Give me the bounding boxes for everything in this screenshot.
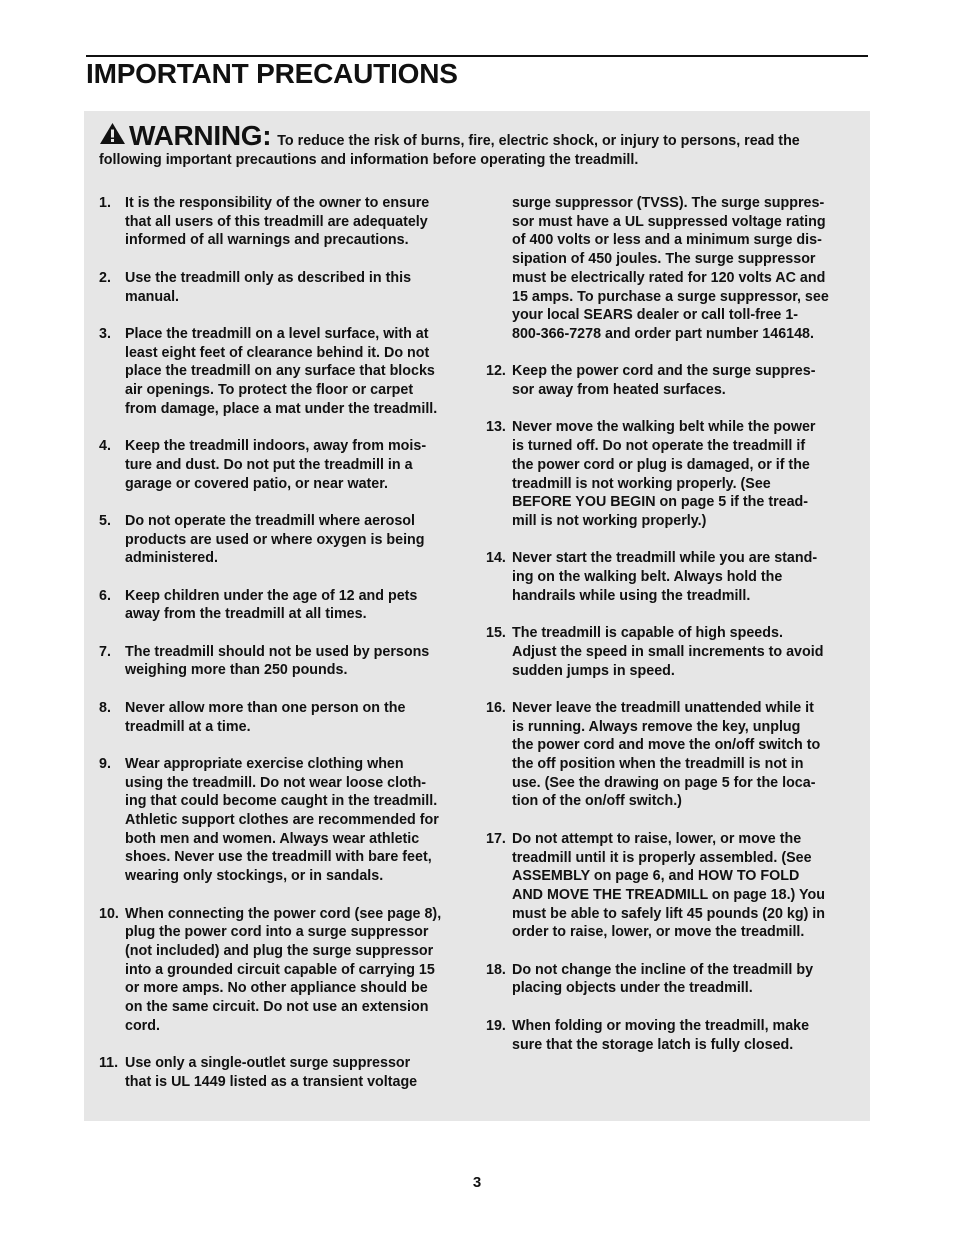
item-text-line: Do not attempt to raise, lower, or move the — [512, 830, 802, 847]
item-text-line: Use only a single-outlet surge suppressor — [125, 1055, 411, 1072]
item-text-line: manual. — [125, 288, 180, 305]
item-text-line: plug the power cord into a surge suppressor — [125, 924, 429, 941]
item-text-line: Never start the treadmill while you are stand- — [512, 550, 818, 567]
item-text-line: tion of the on/off switch.) — [512, 793, 682, 810]
warning-heading — [99, 121, 277, 151]
item-text-line: using the treadmill. Do not wear loose cloth- — [125, 774, 427, 791]
list-item — [99, 755, 471, 886]
list-item — [486, 699, 858, 811]
item-number: 13. — [486, 419, 506, 436]
list-item — [99, 512, 471, 568]
item-number: 18. — [486, 961, 506, 978]
item-number: 9. — [99, 755, 111, 772]
item-number: 4. — [99, 438, 111, 455]
page-number: 3 — [472, 1174, 482, 1191]
item-text-line: Never move the walking belt while the power — [512, 419, 816, 436]
list-item — [99, 905, 471, 1036]
list-item — [99, 699, 471, 736]
item-number: 17. — [486, 830, 506, 847]
item-text-line: or more amps. No other appliance should be — [125, 980, 428, 997]
left-column — [99, 194, 471, 1110]
item-text-line: use. (See the drawing on page 5 for the loca- — [512, 774, 816, 791]
item-text-line: When connecting the power cord (see page 8), — [125, 905, 442, 922]
list-item — [99, 643, 471, 680]
item-text-line: from damage, place a mat under the treadmill. — [125, 400, 438, 417]
item-text-line: ing on the walking belt. Always hold the — [512, 569, 783, 586]
warning-block — [99, 121, 859, 170]
item-text-line: that is UL 1449 listed as a transient voltage — [125, 1073, 418, 1090]
item-number: 5. — [99, 512, 111, 529]
list-item — [486, 830, 858, 942]
item-text-line: air openings. To protect the floor or carpet — [125, 382, 414, 398]
item-11-continuation — [486, 194, 858, 344]
item-text-line: placing objects under the treadmill. — [512, 980, 753, 997]
item-text-line: handrails while using the treadmill. — [512, 587, 751, 604]
item-text-line: Never allow more than one person on the — [125, 699, 406, 716]
item-number: 11. — [99, 1055, 119, 1072]
list-item — [99, 587, 471, 624]
item-text-line: Place the treadmill on a level surface, with at — [125, 325, 429, 342]
item-text-line: order to raise, lower, or move the treadmill. — [512, 924, 805, 941]
item-text-line: the off position when the treadmill is not in — [512, 756, 804, 773]
item-number: 12. — [486, 363, 506, 380]
item-text-line: cord. — [125, 1017, 160, 1034]
item-text-line: Athletic support clothes are recommended for — [125, 812, 439, 829]
item-text-line: The treadmill is capable of high speeds. — [512, 625, 783, 642]
list-item — [486, 549, 858, 605]
item-number: 19. — [486, 1017, 506, 1034]
item-text-line: garage or covered patio, or near water. — [125, 475, 388, 492]
item-number: 14. — [486, 550, 506, 567]
warning-word: WARNING: — [129, 120, 272, 151]
item-text-line: Do not change the incline of the treadmill by — [512, 961, 814, 978]
right-column — [486, 194, 858, 1073]
item-number: 6. — [99, 587, 111, 604]
item-text-line: must be electrically rated for 120 volts AC and — [512, 269, 826, 286]
item-text-line: treadmill is not working properly. (See — [512, 475, 771, 492]
item-text-line: is turned off. Do not operate the treadmill if — [512, 438, 806, 455]
item-text-line: treadmill at a time. — [125, 718, 251, 735]
item-number: 7. — [99, 643, 111, 660]
item-number: 15. — [486, 625, 506, 642]
list-item — [486, 624, 858, 680]
item-text-line: When folding or moving the treadmill, make — [512, 1017, 810, 1034]
item-text-line: treadmill until it is properly assembled. (See — [512, 849, 812, 866]
item-text-line: Wear appropriate exercise clothing when — [125, 755, 404, 772]
item-text-line: Do not operate the treadmill where aerosol — [125, 512, 415, 529]
list-item — [486, 362, 858, 399]
item-text-line: into a grounded circuit capable of carrying 15 — [125, 961, 435, 978]
list-item — [99, 325, 471, 419]
item-text-line: The treadmill should not be used by persons — [125, 643, 430, 660]
item-text-line: both men and women. Always wear athletic — [125, 830, 420, 847]
page-title: IMPORTANT PRECAUTIONS — [86, 58, 458, 89]
item-text-line: ASSEMBLY on page 6, and HOW TO FOLD — [512, 868, 800, 885]
list-item — [486, 961, 858, 998]
item-text-line: Adjust the speed in small increments to avoid — [512, 643, 824, 660]
item-text-line: Use the treadmill only as described in this — [125, 269, 412, 286]
item-text-line: Keep children under the age of 12 and pets — [125, 587, 418, 604]
list-item — [486, 418, 858, 530]
item-text-line: surge suppressor (TVSS). The surge suppres- — [512, 195, 825, 211]
item-text-line: your local SEARS dealer or call toll-free 1- — [512, 307, 799, 324]
item-text-line: (not included) and plug the surge suppressor — [125, 942, 434, 959]
item-text-line: on the same circuit. Do not use an extension — [125, 999, 429, 1016]
item-text-line: 800-366-7278 and order part number 146148. — [512, 325, 814, 342]
item-text-line: shoes. Never use the treadmill with bare feet, — [125, 849, 432, 866]
list-item — [486, 1017, 858, 1054]
item-text-line: sor must have a UL suppressed voltage rating — [512, 213, 826, 230]
item-text-line: least eight feet of clearance behind it. Do not — [125, 344, 430, 361]
list-item — [99, 437, 471, 493]
item-text-line: BEFORE YOU BEGIN on page 5 if the tread- — [512, 494, 809, 511]
item-text-line: ing that could become caught in the treadmill. — [125, 793, 438, 810]
warning-text-line1: To reduce the risk of burns, fire, electric shock, or injury to persons, read the — [277, 133, 800, 149]
warning-text-line2: following important precautions and information before operating the treadmill. — [99, 152, 639, 168]
list-item — [99, 194, 471, 250]
item-number: 1. — [99, 195, 111, 211]
item-text-line: Keep the power cord and the surge suppres- — [512, 363, 816, 380]
item-text-line: 15 amps. To purchase a surge suppressor, see — [512, 288, 829, 305]
item-text-line: weighing more than 250 pounds. — [125, 662, 348, 679]
item-text-line: the power cord or plug is damaged, or if the — [512, 456, 810, 473]
item-text-line: Keep the treadmill indoors, away from mois- — [125, 438, 427, 455]
list-item — [99, 1054, 471, 1091]
item-text-line: mill is not working properly.) — [512, 512, 707, 529]
item-text-line: administered. — [125, 550, 218, 567]
item-text-line: is running. Always remove the key, unplug — [512, 718, 801, 735]
item-text-line: ture and dust. Do not put the treadmill in a — [125, 456, 413, 473]
item-number: 16. — [486, 699, 506, 716]
item-text-line: informed of all warnings and precautions. — [125, 232, 409, 249]
item-number: 8. — [99, 699, 111, 716]
item-text-line: sipation of 450 joules. The surge suppressor — [512, 251, 816, 268]
item-number: 3. — [99, 325, 111, 342]
item-text-line: place the treadmill on any surface that blocks — [125, 363, 435, 380]
item-text-line: that all users of this treadmill are adequately — [125, 213, 428, 230]
item-number: 10. — [99, 905, 119, 922]
warning-triangle-icon — [99, 122, 126, 145]
item-text-line: the power cord and move the on/off switch to — [512, 737, 821, 754]
item-text-line: sure that the storage latch is fully closed. — [512, 1036, 794, 1053]
item-number: 2. — [99, 269, 111, 286]
item-text-line: wearing only stockings, or in sandals. — [125, 868, 384, 885]
item-text-line: must be able to safely lift 45 pounds (20 kg) in — [512, 905, 826, 922]
item-text-line: away from the treadmill at all times. — [125, 606, 367, 623]
item-text-line: sudden jumps in speed. — [512, 662, 675, 679]
item-text-line: of 400 volts or less and a minimum surge dis- — [512, 232, 822, 249]
list-item — [99, 269, 471, 306]
item-text-line: products are used or where oxygen is being — [125, 531, 425, 548]
item-text-line: sor away from heated surfaces. — [512, 382, 726, 399]
item-text-line: It is the responsibility of the owner to ensure — [125, 195, 430, 211]
item-text-line: AND MOVE THE TREADMILL on page 18.) You — [512, 886, 825, 903]
item-text-line: Never leave the treadmill unattended while it — [512, 699, 814, 716]
